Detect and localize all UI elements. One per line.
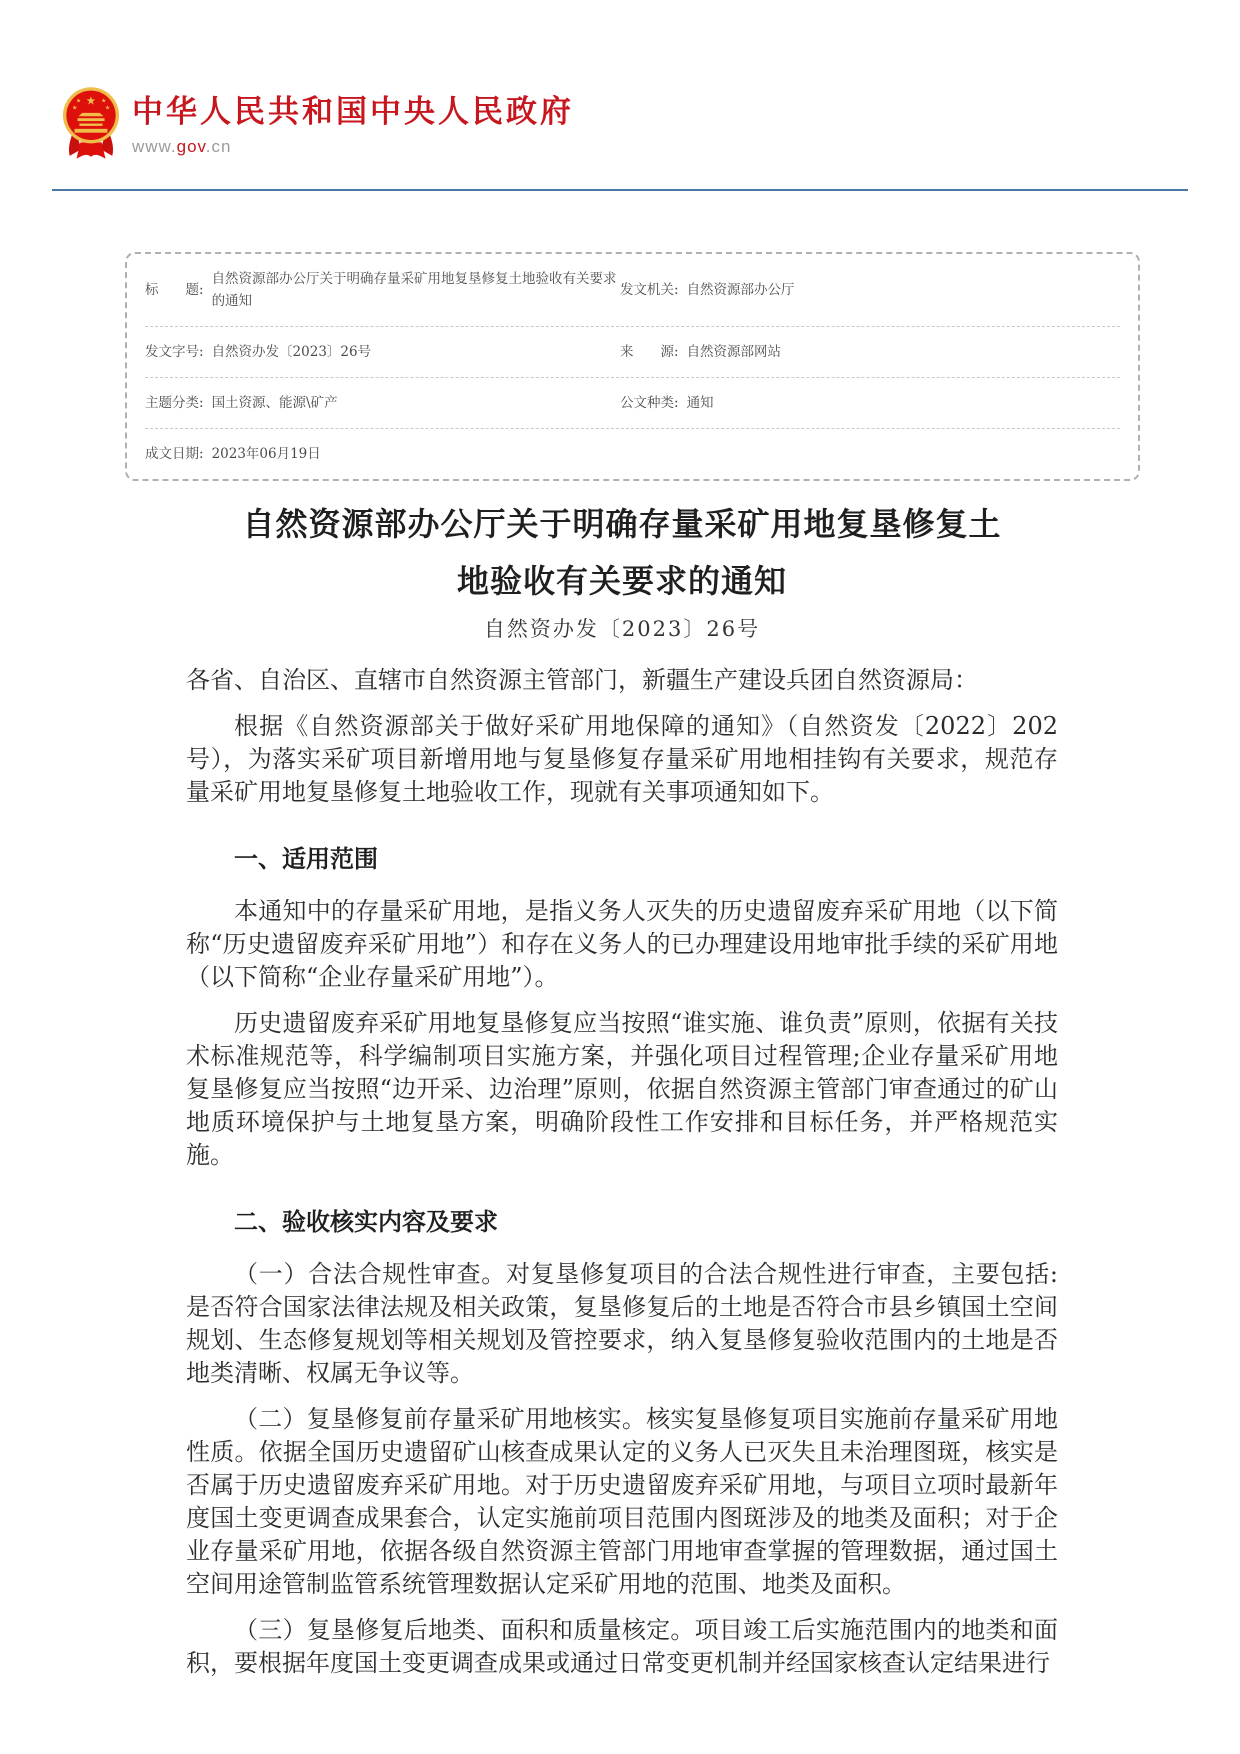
- site-url-www: www.: [132, 137, 177, 156]
- document-title-line-2: 地验收有关要求的通知: [456, 562, 787, 600]
- article-body: [186, 482, 1058, 1693]
- paragraph-intro: 根据《自然资源部关于做好采矿用地保障的通知》（自然资发〔2022〕202号），为落实采矿项目新增用地与复垦修复存量采矿用地相挂钩有关要求，规范存量采矿用地复垦修复土地验收工作，现就有关事项通知如下。: [186, 712, 1058, 806]
- meta-label-doc-number: 发文字号:: [145, 344, 204, 360]
- paragraph-item-1: （一）合法合规性审查。对复垦修复项目的合法合规性进行审查，主要包括:是否符合国家法律法规及相关政策，复垦修复后的土地是否符合市县乡镇国土空间规划、生态修复规划等相关规划及管控要求，纳入复垦修复验收范围内的土地是否地类清晰、权属无争议等。: [186, 1260, 1058, 1387]
- paragraph-scope-2: 历史遗留废弃采矿用地复垦修复应当按照“谁实施、谁负责”原则，依据有关技术标准规范等，科学编制项目实施方案，并强化项目过程管理;企业存量采矿用地复垦修复应当按照“边开采、边治理”原则，依据自然资源主管部门审查通过的矿山地质环境保护与土地复垦方案，明确阶段性工作安排和目标任务，并严格规范实施。: [186, 1009, 1058, 1169]
- paragraph-scope-1: 本通知中的存量采矿用地，是指义务人灭失的历史遗留废弃采矿用地（以下简称“历史遗留废弃采矿用地”）和存在义务人的已办理建设用地审批手续的采矿用地（以下简称“企业存量采矿用地”）。: [186, 897, 1058, 991]
- meta-value-doc-number: 自然资办发〔2023〕26号: [211, 344, 372, 360]
- meta-label-doc-type: 公文种类:: [620, 395, 679, 411]
- site-url: [132, 137, 574, 157]
- meta-cell-title: [145, 268, 620, 312]
- meta-value-title: 自然资源部办公厅关于明确存量采矿用地复垦修复土地验收有关要求的通知: [211, 271, 617, 309]
- meta-label-topic-category: 主题分类:: [145, 395, 204, 411]
- salutation: 各省、自治区、直辖市自然资源主管部门，新疆生产建设兵团自然资源局：: [186, 666, 978, 694]
- meta-label-date: 成文日期:: [145, 446, 204, 462]
- meta-label-title: 标 题:: [145, 282, 204, 298]
- paragraph-item-2: （二）复垦修复前存量采矿用地核实。核实复垦修复项目实施前存量采矿用地性质。依据全国历史遗留矿山核查成果认定的义务人已灭失且未治理图斑，核实是否属于历史遗留废弃采矿用地。对于历史遗留废弃采矿用地，与项目立项时最新年度国土变更调查成果套合，认定实施前项目范围内图斑涉及的地类及面积；对于企业存量采矿用地，依据各级自然资源主管部门用地审查掌握的管理数据，通过国土空间用途管制监管系统管理数据认定采矿用地的范围、地类及面积。: [186, 1405, 1058, 1598]
- document-title: [186, 496, 1058, 610]
- meta-cell-source: [620, 341, 1120, 363]
- section-heading-2: 二、验收核实内容及要求: [234, 1207, 498, 1236]
- document-number: 自然资办发〔2023〕26号: [483, 617, 761, 641]
- meta-label-issuing-agency: 发文机关:: [620, 282, 679, 298]
- national-emblem-icon: [62, 86, 120, 162]
- meta-value-doc-type: 通知: [686, 395, 714, 411]
- paragraph-item-3: （三）复垦修复后地类、面积和质量核定。项目竣工后实施范围内的地类和面积，要根据年度国土变更调查成果或通过日常变更机制并经国家核查认定结果进行: [186, 1616, 1058, 1677]
- svg-text:★: ★: [71, 105, 78, 112]
- site-title[interactable]: 中华人民共和国中央人民政府: [132, 94, 574, 129]
- meta-cell-date: [145, 443, 620, 465]
- section-heading-1: 一、适用范围: [234, 844, 378, 873]
- meta-row-topic: [145, 378, 1120, 429]
- site-url-gov: gov: [176, 137, 206, 156]
- site-header[interactable]: [62, 86, 574, 162]
- svg-text:★: ★: [85, 93, 97, 108]
- meta-value-issuing-agency: 自然资源部办公厅: [686, 282, 795, 298]
- meta-row-doc-number: [145, 327, 1120, 378]
- meta-cell-doc-number: [145, 341, 620, 363]
- document-meta-panel: [125, 252, 1140, 481]
- meta-cell-topic: [145, 392, 620, 414]
- meta-value-date: 2023年06月19日: [211, 446, 321, 462]
- header-divider: [52, 189, 1188, 191]
- site-title-block: [132, 86, 574, 157]
- meta-value-source: 自然资源部网站: [686, 344, 782, 360]
- meta-cell-doc-type: [620, 392, 1120, 414]
- meta-cell-issuing-agency: [620, 279, 1120, 301]
- document-title-line-1: 自然资源部办公厅关于明确存量采矿用地复垦修复土: [242, 505, 1002, 543]
- meta-label-source: 来 源:: [620, 344, 679, 360]
- svg-text:★: ★: [100, 98, 107, 105]
- meta-row-date: [145, 429, 1120, 479]
- meta-row-title: [145, 254, 1120, 327]
- meta-value-topic-category: 国土资源、能源\矿产: [211, 395, 338, 411]
- svg-text:★: ★: [75, 98, 82, 105]
- svg-text:★: ★: [104, 105, 111, 112]
- site-url-cn: .cn: [205, 137, 232, 156]
